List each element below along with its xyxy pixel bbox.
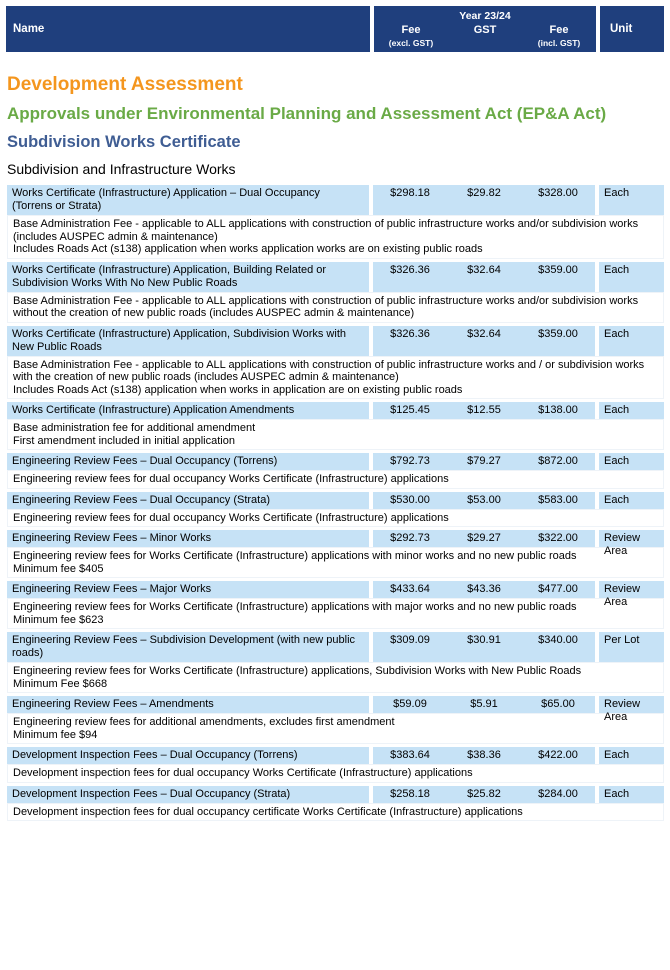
gst-amount: $43.36 [467,583,501,595]
gst-amount: $25.82 [467,787,501,800]
gst-amount: $29.82 [467,187,501,199]
fee-name: Engineering Review Fees – Minor Works [12,532,212,544]
fee-item [7,786,664,822]
fee-unit: Per Lot [604,634,640,646]
fee-unit: Each [604,327,630,340]
fee-excl-gst: $292.73 [390,532,430,544]
gst-amount: $32.64 [467,263,501,276]
fee-incl-gst: $322.00 [538,532,578,544]
fee-excl-gst: $383.64 [390,749,430,761]
fee-row [7,185,664,215]
fee-incl-gst-header: Fee (incl. GST) [537,24,581,48]
fee-item [7,581,664,629]
fee-description: Engineering review fees for dual occupancy Works Certificate (Infrastructure) applications [7,509,664,528]
fee-unit: Each [604,455,630,467]
fee-item [7,402,664,450]
fee-item [7,492,664,528]
fee-excl-gst: $792.73 [390,455,430,467]
fee-description: Engineering review fees for dual occupancy Works Certificate (Infrastructure) applications [7,470,664,489]
category-heading: Subdivision Works Certificate [7,133,241,151]
fee-excl-gst: $298.18 [390,187,430,199]
section-heading: Development Assessment [7,74,243,95]
name-column-header: Name [6,6,370,52]
gst-amount: $29.27 [467,532,501,544]
fee-name: Works Certificate (Infrastructure) Application, Subdivision Works with New Public Roads [12,327,346,353]
year-column-group-header [374,6,596,52]
fee-excl-gst: $530.00 [390,493,430,506]
fee-description: Base Administration Fee - applicable to ALL applications with construction of public infrastructure works and/or subdivision works without the creation of new public roads (includes AUSPEC admin & maintenance) [7,292,664,323]
fee-name: Engineering Review Fees – Dual Occupancy (Torrens) [12,455,278,467]
gst-header: GST [473,24,497,36]
fee-excl-gst: $433.64 [390,583,430,595]
fee-row [7,326,664,356]
gst-amount: $32.64 [467,327,501,340]
fee-unit: Each [604,749,630,761]
fee-incl-gst: $477.00 [538,583,578,595]
fee-unit: Review Area [604,532,641,557]
fee-name: Engineering Review Fees – Subdivision Development (with new public roads) [12,634,356,659]
gst-amount: $5.91 [470,698,498,710]
unit-column-header: Unit [600,6,664,52]
fee-unit: Each [604,787,630,800]
fee-unit: Each [604,263,630,276]
fee-incl-gst: $138.00 [538,404,578,416]
gst-amount: $79.27 [467,455,501,467]
fee-unit: Review Area [604,583,641,608]
fee-incl-gst: $422.00 [538,749,578,761]
fee-item [7,326,664,400]
fee-unit: Each [604,404,630,416]
fee-name: Works Certificate (Infrastructure) Application – Dual Occupancy (Torrens or Strata) [12,187,320,212]
gst-amount: $30.91 [467,634,501,646]
fee-item [7,453,664,489]
fee-item [7,632,664,693]
table-header [6,6,664,52]
fee-unit: Each [604,187,630,199]
fee-incl-gst: $284.00 [538,787,578,800]
fee-row [7,262,664,292]
fee-excl-gst: $326.36 [390,327,430,340]
fee-unit: Review Area [604,698,641,723]
fee-item [7,530,664,578]
fee-row [7,402,664,419]
fee-row [7,581,664,608]
fee-name: Works Certificate (Infrastructure) Application, Building Related or Subdivision Works With No New Public Roads [12,263,327,289]
fee-item [7,747,664,783]
fee-incl-gst: $583.00 [538,493,578,506]
fee-name: Development Inspection Fees – Dual Occupancy (Strata) [12,787,291,800]
fee-unit: Each [604,493,630,506]
fee-description: Engineering review fees for Works Certificate (Infrastructure) applications with minor works and no new public roads Minimum fee $405 [7,547,664,578]
fee-name: Engineering Review Fees – Amendments [12,698,214,710]
fee-row [7,492,664,509]
fee-excl-gst: $125.45 [390,404,430,416]
fee-description: Base Administration Fee - applicable to ALL applications with construction of public infrastructure works and/or subdivision works (includes AUSPEC admin & maintenance) Includes Roads Act (s138) application when works application works are on existing public roads [7,215,664,259]
fee-row [7,632,664,662]
fee-description: Base Administration Fee - applicable to ALL applications with construction of public infrastructure works and / or subdivision works with the creation of new public roads (includes AUSPEC admin & maintenance) Includes Roads Act (s138) application when works in application are on existing public roads [7,356,664,400]
fee-description: Development inspection fees for dual occupancy Works Certificate (Infrastructure) applications [7,764,664,783]
fee-name: Development Inspection Fees – Dual Occupancy (Torrens) [12,749,298,761]
gst-amount: $38.36 [467,749,501,761]
subsection-heading: Approvals under Environmental Planning and Assessment Act (EP&A Act) [7,104,607,123]
fee-excl-gst: $326.36 [390,263,430,276]
gst-amount: $12.55 [467,404,501,416]
fee-incl-gst: $359.00 [538,327,578,340]
fee-incl-gst: $340.00 [538,634,578,646]
fee-name: Engineering Review Fees – Major Works [12,583,212,595]
year-label: Year 23/24 [459,10,511,22]
fee-row [7,786,664,803]
fee-item [7,696,664,744]
fee-excl-gst: $59.09 [393,698,427,710]
group-heading: Subdivision and Infrastructure Works [7,161,236,177]
fee-row [7,696,664,723]
fee-excl-gst: $309.09 [390,634,430,646]
fee-incl-gst: $328.00 [538,187,578,199]
fee-row [7,530,664,557]
fee-row [7,453,664,470]
fee-incl-gst: $872.00 [538,455,578,467]
fee-excl-gst-header: Fee (excl. GST) [388,24,434,48]
fee-description: Engineering review fees for additional amendments, excludes first amendment Minimum fee $94 [7,713,664,744]
fee-description: Base administration fee for additional amendment First amendment included in initial application [7,419,664,450]
fee-incl-gst: $359.00 [538,263,578,276]
fee-incl-gst: $65.00 [541,698,575,710]
fee-item [7,262,664,323]
fee-name: Works Certificate (Infrastructure) Application Amendments [12,404,295,416]
fee-item [7,185,664,259]
fee-description: Development inspection fees for dual occupancy certificate Works Certificate (Infrastructure) applications [7,803,664,822]
fee-table [7,185,664,824]
fee-excl-gst: $258.18 [390,787,430,800]
gst-amount: $53.00 [467,493,501,506]
fee-row [7,747,664,764]
fee-description: Engineering review fees for Works Certificate (Infrastructure) applications, Subdivision Works with New Public Roads Minimum Fee $668 [7,662,664,693]
fee-name: Engineering Review Fees – Dual Occupancy (Strata) [12,493,271,506]
fee-description: Engineering review fees for Works Certificate (Infrastructure) applications with major works and no new public roads Minimum fee $623 [7,598,664,629]
